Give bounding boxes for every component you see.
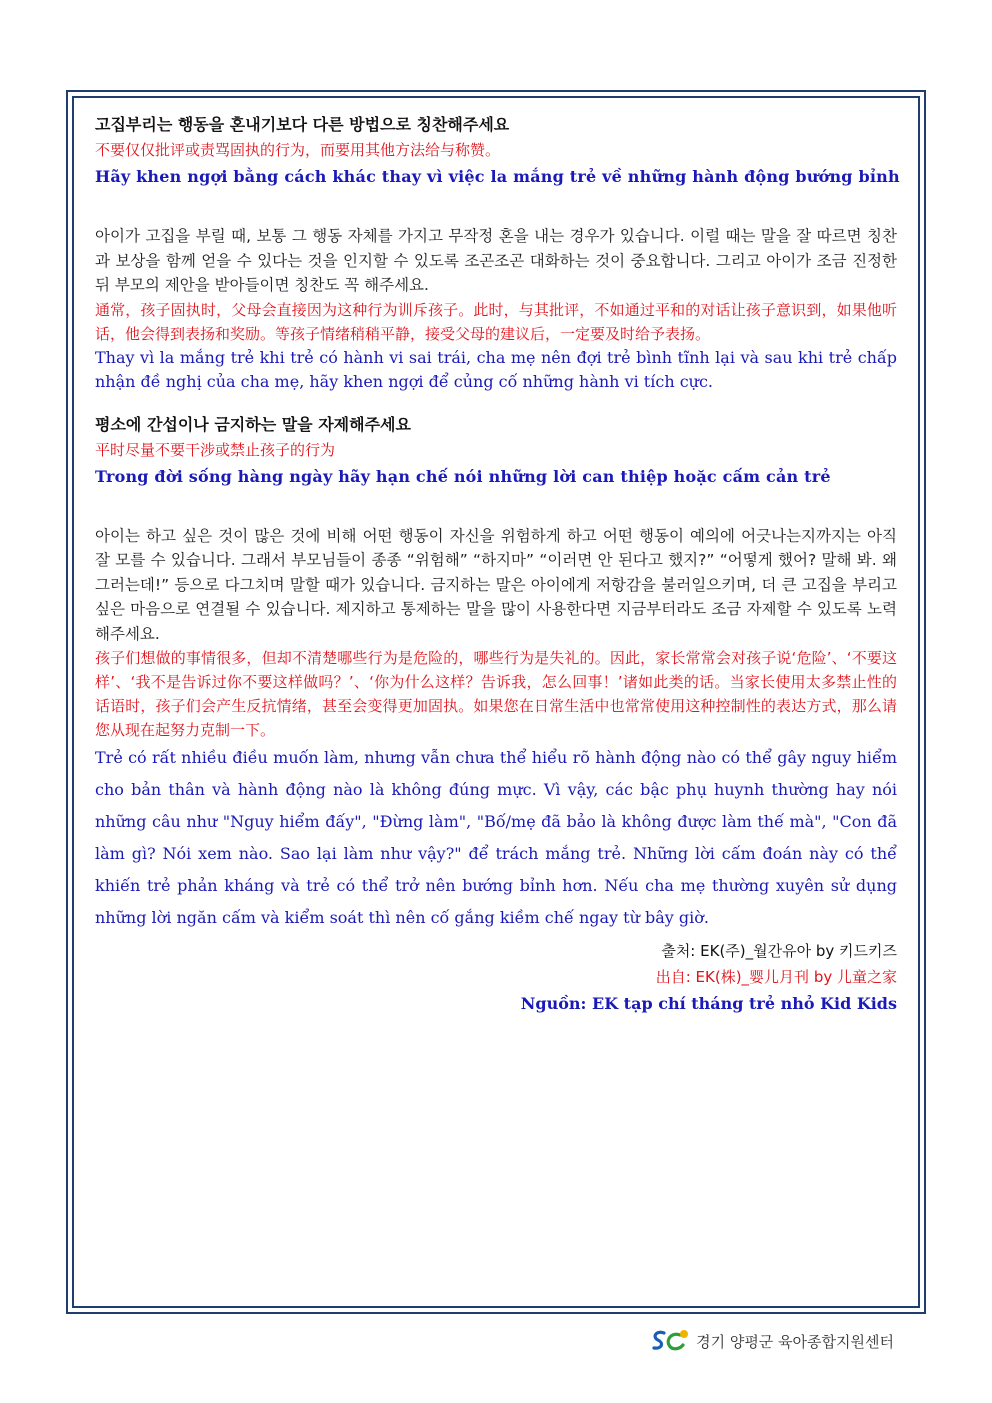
footer-organization	[650, 1326, 894, 1356]
section1-body-korean: 아이가 고집을 부릴 때, 보통 그 행동 자체를 가지고 무작정 혼을 내는 경우가 있습니다. 이럴 때는 말을 잘 따르면 칭찬과 보상을 함께 얻을 수 있다는 것을 인지할 수 있도록 조곤조곤 대화하는 것이 중요합니다. 그리고 아이가 조금 진정한 뒤 부모의 제안을 받아들이면 칭찬도 꼭 해주세요.	[95, 227, 897, 294]
section2-body-vietnamese: Trẻ có rất nhiều điều muốn làm, nhưng vẫn chưa thể hiểu rõ hành động nào có thể gây nguy hiểm cho bản thân và hành động nào là không đúng mực. Vì vậy, các bậc phụ huynh thường hay nói những câu như "Nguy hiểm đấy", "Đừng làm", "Bố/mẹ đã bảo là không được làm thế mà", "Con đã làm gì? Nói xem nào. Sao lại làm như vậy?" để trách mắng trẻ. Những lời cấm đoán này có thể khiến trẻ phản kháng và trẻ có thể trở nên bướng bỉnh hơn. Nếu cha mẹ thường xuyên sử dụng những lời ngăn cấm và kiểm soát thì nên cố gắng kiềm chế ngay từ bây giờ.	[95, 748, 897, 927]
section2-body-chinese: 孩子们想做的事情很多，但却不清楚哪些行为是危险的，哪些行为是失礼的。因此，家长常常会对孩子说‘危险’、‘不要这样’、‘我不是告诉过你不要这样做吗？’、‘你为什么这样？告诉我，怎么回事！’诸如此类的话。当家长使用太多禁止性的话语时，孩子们会产生反抗情绪，甚至会变得更加固执。如果您在日常生活中也常常使用这种控制性的表达方式，那么请您从现在起努力克制一下。	[95, 649, 897, 739]
section2-heading-korean: 평소에 간섭이나 금지하는 말을 자제해주세요	[95, 414, 411, 434]
source-chinese: 出自: EK(株)_婴儿月刊 by 儿童之家	[655, 968, 897, 986]
section2-body-korean: 아이는 하고 싶은 것이 많은 것에 비해 어떤 행동이 자신을 위험하게 하고 어떤 행동이 예의에 어긋나는지까지는 아직 잘 모를 수 있습니다. 그래서 부모님들이 종종 “위험해” “하지마” “이러면 안 된다고 했지?” “어떻게 했어? 말해 봐. 왜 그러는데!” 등으로 다그치며 말할 때가 있습니다. 금지하는 말은 아이에게 저항감을 불러일으키며, 더 큰 고집을 부리고 싶은 마음으로 연결될 수 있습니다. 제지하고 통제하는 말을 많이 사용한다면 지금부터라도 조금 자제할 수 있도록 노력해주세요.	[95, 526, 897, 643]
section1-body-vietnamese: Thay vì la mắng trẻ khi trẻ có hành vi sai trái, cha mẹ nên đợi trẻ bình tĩnh lại và sau khi trẻ chấp nhận đề nghị của cha mẹ, hãy khen ngợi để củng cố những hành vi tích cực.	[95, 347, 897, 391]
organization-name: 경기 양평군 육아종합지원센터	[696, 1332, 894, 1351]
source-korean: 출처: EK(주)_월간유아 by 키드키즈	[661, 942, 897, 960]
section-limit-prohibitive-words	[95, 412, 897, 935]
source-citation	[95, 938, 897, 1018]
section1-body-chinese: 通常，孩子固执时，父母会直接因为这种行为训斥孩子。此时，与其批评，不如通过平和的对话让孩子意识到，如果他听话，他会得到表扬和奖励。等孩子情绪稍稍平静，接受父母的建议后，一定要及时给予表扬。	[95, 300, 897, 343]
section2-heading-chinese: 平时尽量不要干涉或禁止孩子的行为	[95, 440, 336, 459]
section1-heading-chinese: 不要仅仅批评或责骂固执的行为，而要用其他方法给与称赞。	[95, 141, 501, 159]
section2-heading-vietnamese: Trong đời sống hàng ngày hãy hạn chế nói những lời can thiệp hoặc cấm cản trẻ	[95, 466, 831, 486]
document-content	[95, 112, 900, 1018]
source-vietnamese: Nguồn: EK tạp chí tháng trẻ nhỏ Kid Kids	[520, 994, 897, 1013]
section1-heading-vietnamese: Hãy khen ngợi bằng cách khác thay vì việc la mắng trẻ về những hành động bướng bỉnh	[95, 167, 900, 186]
sc-logo-icon	[650, 1327, 690, 1355]
section1-heading-korean: 고집부리는 행동을 혼내기보다 다른 방법으로 칭찬해주세요	[95, 115, 510, 134]
section-praise-instead-of-scolding	[95, 112, 900, 394]
